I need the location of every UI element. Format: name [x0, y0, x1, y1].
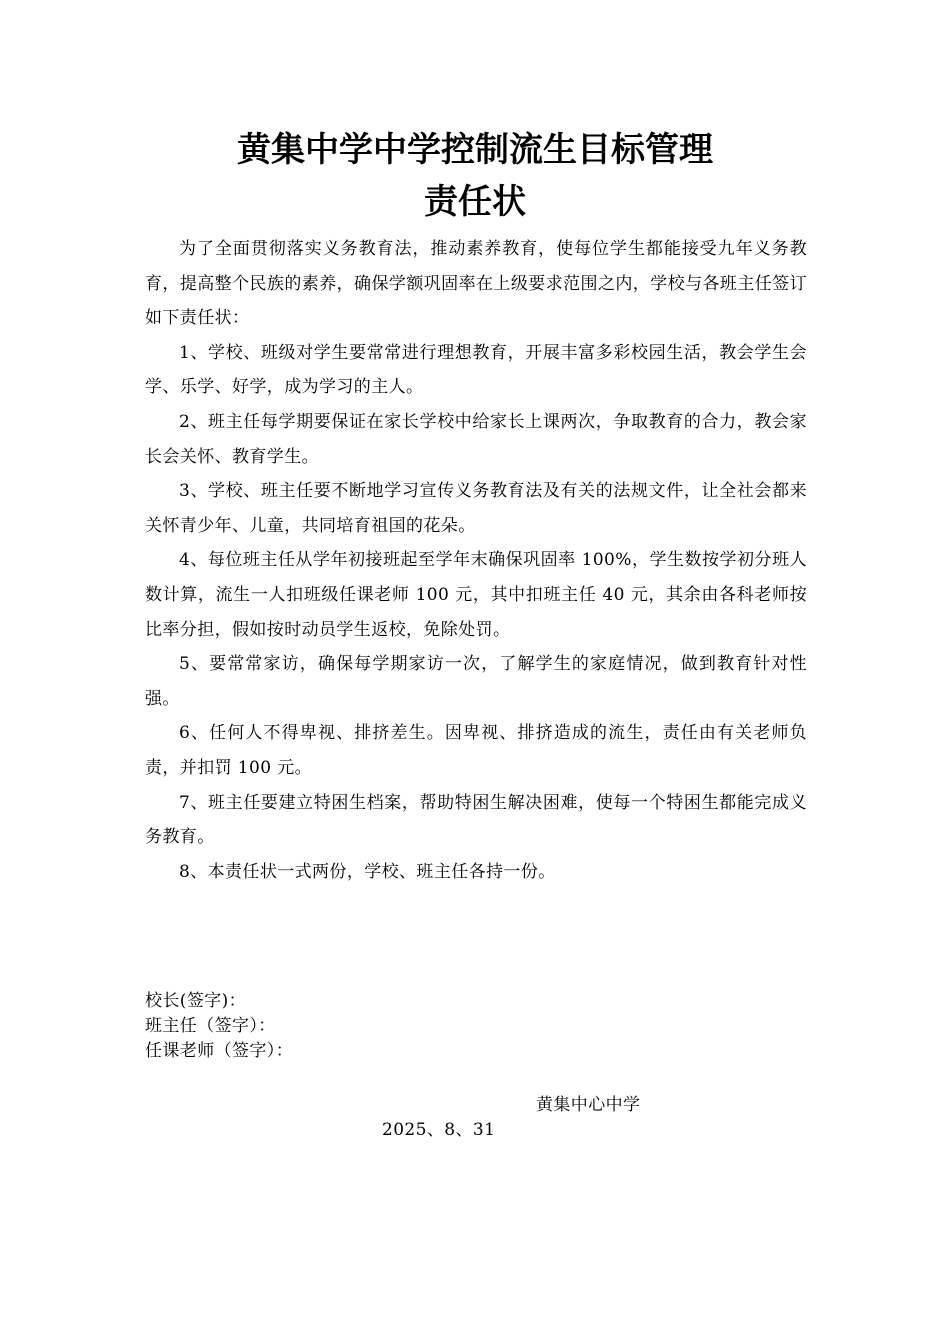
clause-3: 3、学校、班主任要不断地学习宣传义务教育法及有关的法规文件，让全社会都来关怀青少年、儿童，共同培育祖国的花朵。	[145, 481, 807, 536]
issuing-school-name: 黄集中心中学	[536, 1095, 641, 1115]
clause-7: 7、班主任要建立特困生档案，帮助特困生解决困难，使每一个特困生都能完成义务教育。	[145, 792, 807, 848]
clause-1: 1、学校、班级对学生要常常进行理想教育，开展丰富多彩校园生活，教会学生会学、乐学、好学，成为学习的主人。	[145, 342, 807, 398]
document-title-line2: 责任状	[424, 182, 526, 222]
document-date: 2025、8、31	[382, 1120, 496, 1140]
principal-signature-label: 校长(签字)：	[145, 991, 247, 1011]
clause-2: 2、班主任每学期要保证在家长学校中给家长上课两次，争取教育的合力，教会家长会关怀、教育学生。	[145, 411, 807, 467]
document-title-line1: 黄集中学中学控制流生目标管理	[237, 130, 713, 170]
intro-paragraph: 为了全面贯彻落实义务教育法，推动素养教育，使每位学生都能接受九年义务教育，提高整个民族的素养，确保学额巩固率在上级要求范围之内，学校与各班主任签订如下责任状：	[145, 239, 807, 329]
clause-5: 5、要常常家访，确保每学期家访一次，了解学生的家庭情况，做到教育针对性强。	[145, 654, 807, 709]
clause-4: 4、每位班主任从学年初接班起至学年末确保巩固率 100%，学生数按学初分班人数计算，流生一人扣班级任课老师 100 元，其中扣班主任 40 元，其余由各科老师按比率分担，假如按时动员学生返校，免除处罚。	[145, 550, 807, 640]
clause-8: 8、本责任状一式两份，学校、班主任各持一份。	[179, 861, 556, 882]
signature-block	[145, 989, 645, 1064]
head-teacher-signature-label: 班主任（签字）：	[145, 1016, 276, 1036]
clause-6: 6、任何人不得卑视、排挤差生。因卑视、排挤造成的流生，责任由有关老师负责，并扣罚 100 元。	[145, 723, 807, 778]
document-body	[145, 232, 807, 889]
subject-teacher-signature-label: 任课老师（签字）：	[145, 1041, 294, 1061]
